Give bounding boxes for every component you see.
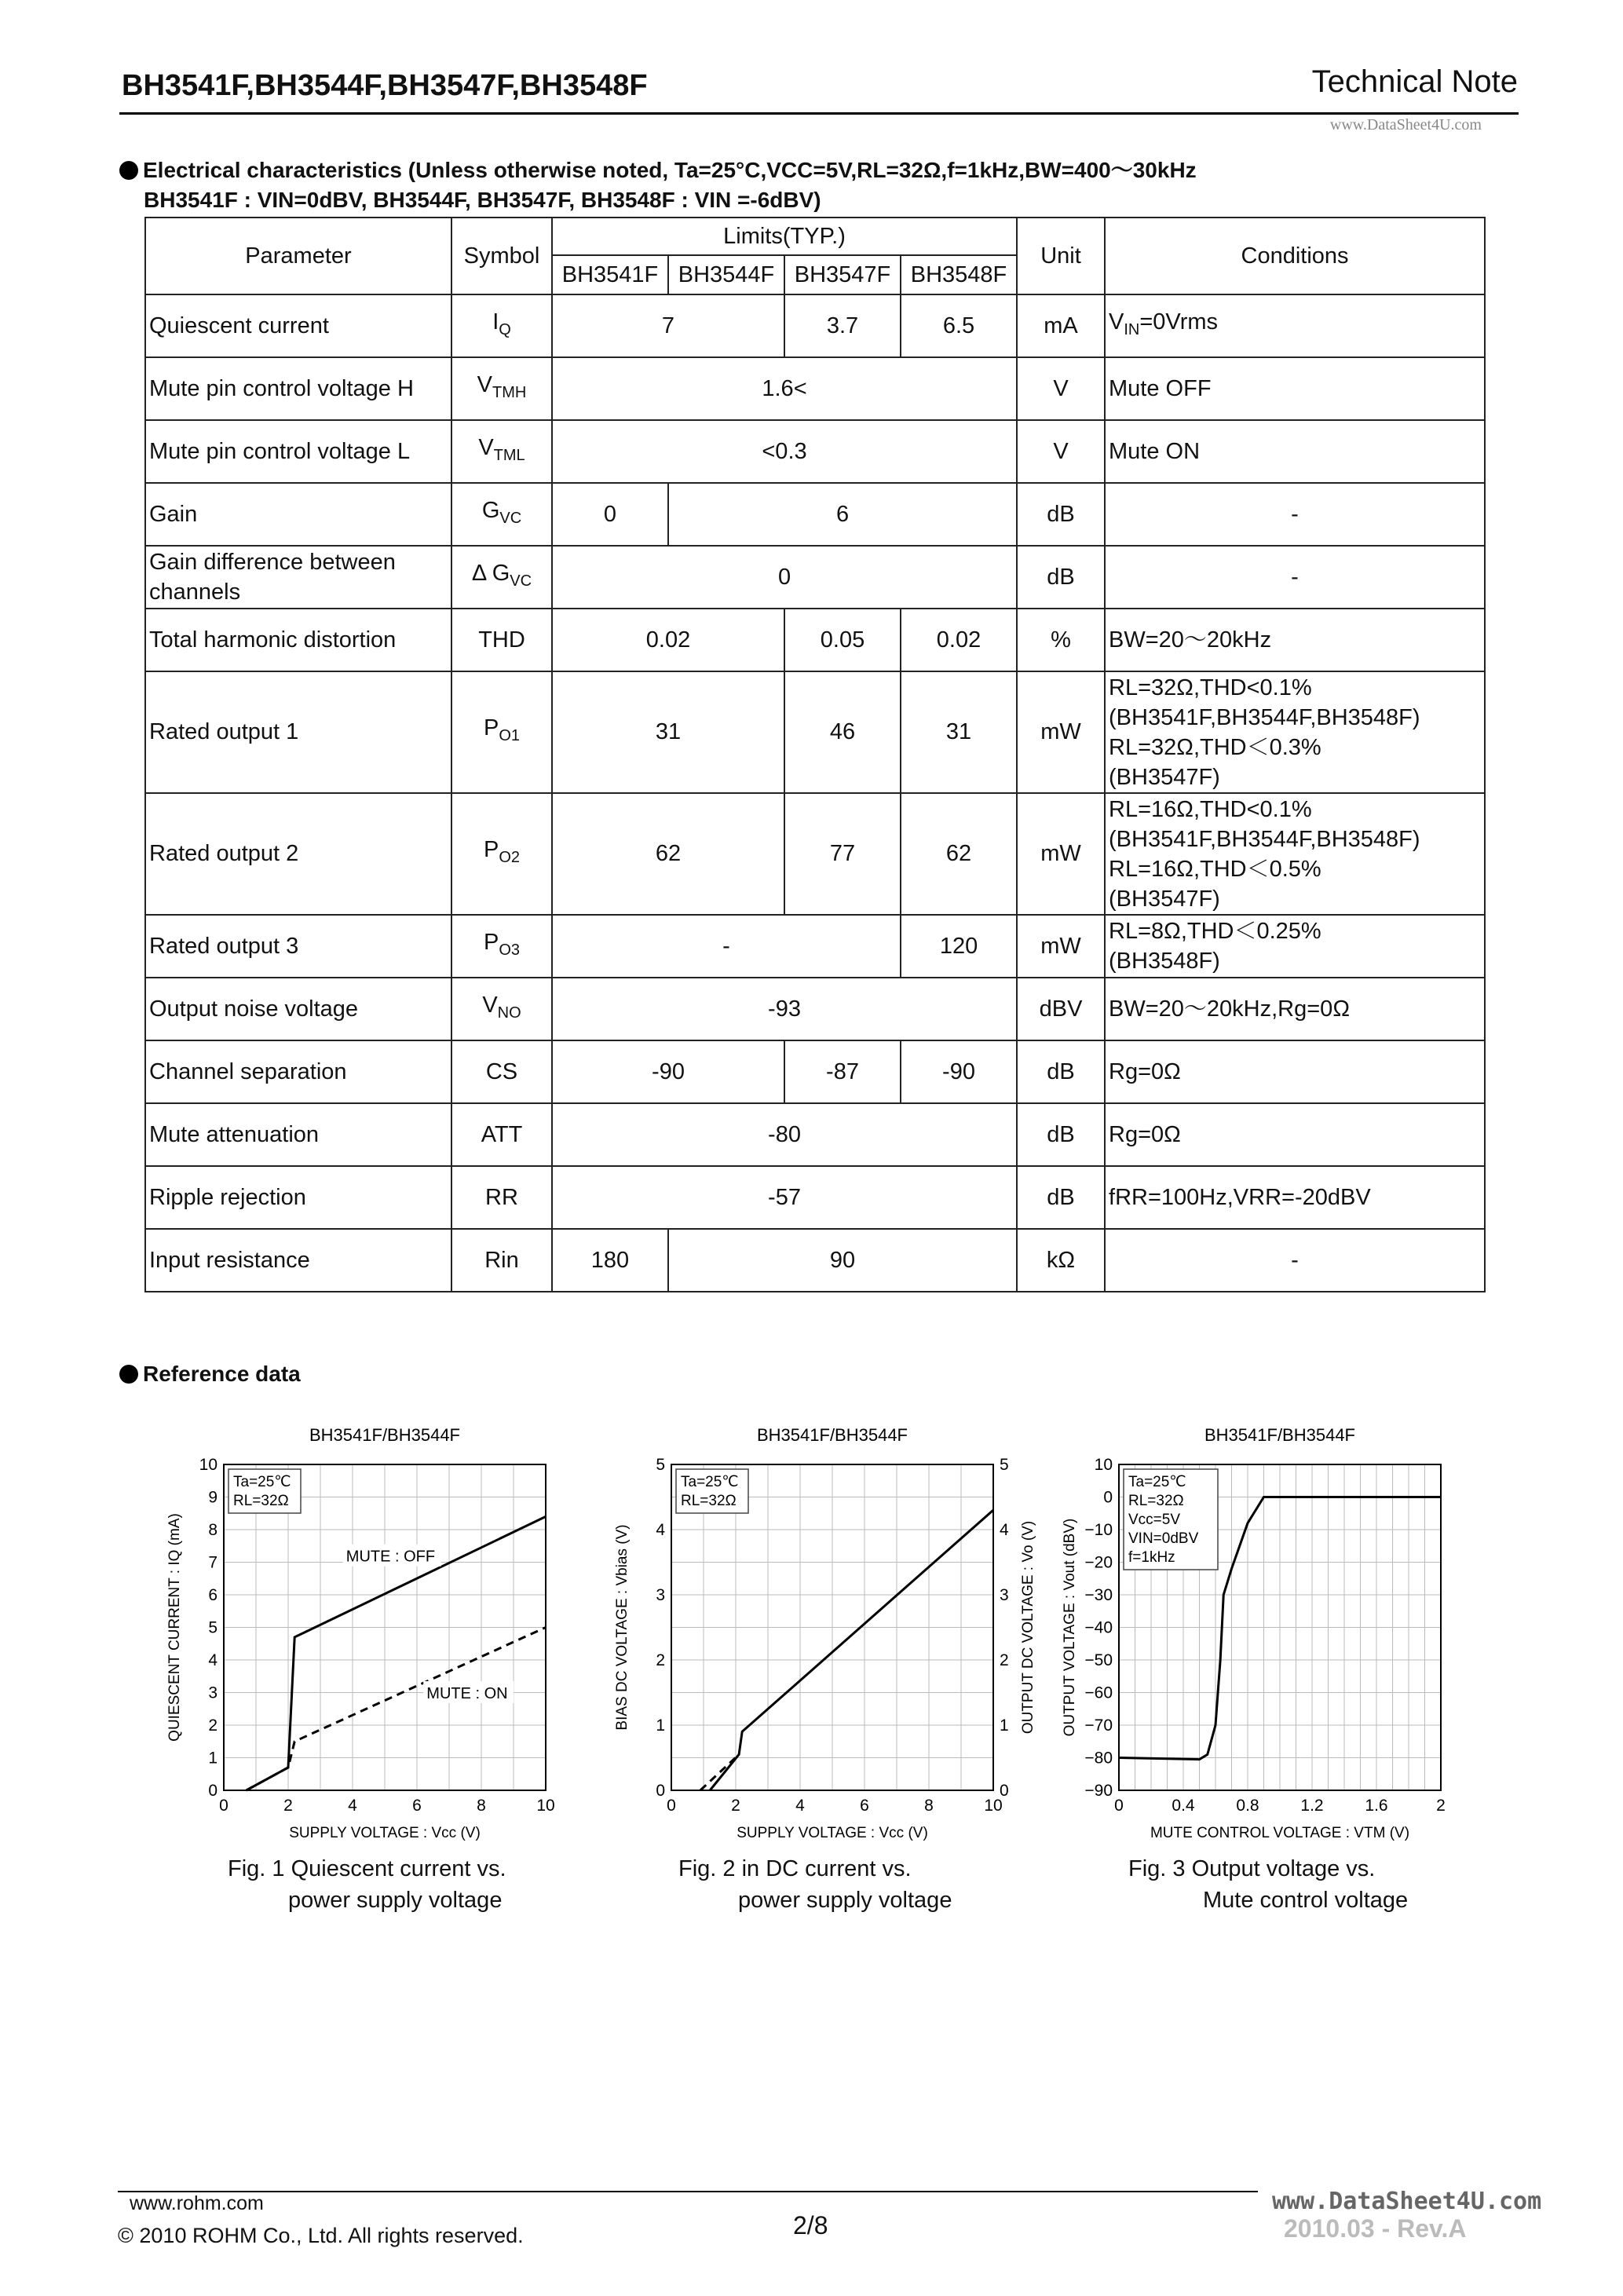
- table-row: [145, 1040, 1485, 1103]
- condition-cell: Mute OFF: [1105, 357, 1485, 420]
- table-row: [145, 978, 1485, 1040]
- y-tick-label: 6: [208, 1586, 217, 1604]
- footer-url[interactable]: www.rohm.com: [130, 2192, 264, 2214]
- x-axis-label: SUPPLY VOLTAGE : Vcc (V): [289, 1825, 481, 1841]
- conditions-text: Vcc=5V: [1128, 1512, 1181, 1528]
- y-tick-label: −10: [1084, 1521, 1113, 1539]
- y-tick-label: 3: [656, 1586, 665, 1604]
- symbol-cell: Δ $G_{VC}$: [451, 546, 552, 609]
- table-row: [145, 483, 1485, 546]
- electrical-characteristics-table: [144, 217, 1486, 1292]
- y-tick-label: 1: [656, 1717, 665, 1735]
- value-cell: 0.02: [901, 609, 1017, 671]
- condition-cell: BW=20～20kHz: [1105, 609, 1485, 671]
- table-row: [145, 294, 1485, 357]
- symbol-cell: ATT: [451, 1103, 552, 1166]
- y-tick-label: 0: [208, 1782, 217, 1800]
- param-cell: Total harmonic distortion: [145, 609, 451, 671]
- x-tick-label: 8: [477, 1797, 486, 1815]
- param-cell: Output noise voltage: [145, 978, 451, 1040]
- y-tick-label: −20: [1084, 1553, 1113, 1572]
- unit-cell: mW: [1017, 915, 1105, 978]
- chart-title: BH3541F/BH3544F: [1204, 1425, 1355, 1445]
- table-row: [145, 546, 1485, 609]
- chart-fig2: [605, 1425, 1036, 1869]
- unit-cell: mW: [1017, 671, 1105, 793]
- conditions-text: Ta=25℃: [233, 1474, 291, 1490]
- value-cell: 180: [552, 1229, 668, 1292]
- fig3-caption-line1: Fig. 3 Output voltage vs.: [1128, 1856, 1376, 1881]
- table-row: [145, 915, 1485, 978]
- condition-cell: fRR=100Hz,VRR=-20dBV: [1105, 1166, 1485, 1229]
- value-cell: 31: [552, 671, 784, 793]
- param-cell: Gain difference between channels: [145, 546, 451, 609]
- series-line: [700, 1754, 739, 1790]
- symbol-cell: Rin: [451, 1229, 552, 1292]
- unit-cell: dB: [1017, 546, 1105, 609]
- symbol-cell: $V_{TMH}$: [451, 357, 552, 420]
- document-type: Technical Note: [1311, 64, 1518, 99]
- annotation-label: MUTE : ON: [426, 1684, 508, 1702]
- bullet-icon: [119, 1365, 138, 1384]
- col-parameter: Parameter: [145, 218, 451, 294]
- y2-tick-label: 4: [1000, 1521, 1009, 1539]
- value-cell: 0: [552, 483, 668, 546]
- symbol-cell: RR: [451, 1166, 552, 1229]
- header-divider: [119, 112, 1519, 115]
- col-limits: Limits(TYP.): [552, 218, 1017, 255]
- symbol-cell: $P_{O1}$: [451, 671, 552, 793]
- value-cell: 31: [901, 671, 1017, 793]
- page-number: 2/8: [793, 2211, 828, 2239]
- condition-cell: BW=20～20kHz,Rg=0Ω: [1105, 978, 1485, 1040]
- y-tick-label: −70: [1084, 1717, 1113, 1735]
- y2-axis-label: OUTPUT DC VOLTAGE : Vo (V): [1020, 1520, 1036, 1735]
- annotation-label: MUTE : OFF: [345, 1548, 436, 1566]
- condition-cell: -: [1105, 546, 1485, 609]
- ec-heading: [119, 155, 1197, 186]
- y-axis-label: BIAS DC VOLTAGE : Vbias (V): [614, 1524, 631, 1731]
- condition-cell: Rg=0Ω: [1105, 1103, 1485, 1166]
- y-tick-label: −90: [1084, 1782, 1113, 1800]
- symbol-cell: CS: [451, 1040, 552, 1103]
- model-header: BH3547F: [784, 255, 901, 294]
- condition-cell: -: [1105, 483, 1485, 546]
- x-tick-label: 0.4: [1172, 1797, 1195, 1815]
- fig2-caption-line2: power supply voltage: [738, 1888, 952, 1913]
- value-cell: -80: [552, 1103, 1017, 1166]
- value-cell: 62: [552, 793, 784, 915]
- unit-cell: dB: [1017, 1040, 1105, 1103]
- y-axis-label: OUTPUT VOLTAGE : Vout (dBV): [1062, 1518, 1078, 1737]
- value-cell: 0.02: [552, 609, 784, 671]
- value-cell: 90: [668, 1229, 1017, 1292]
- unit-cell: kΩ: [1017, 1229, 1105, 1292]
- fig3-caption-line2: Mute control voltage: [1203, 1888, 1409, 1913]
- x-tick-label: 2: [731, 1797, 740, 1815]
- value-cell: 0.05: [784, 609, 901, 671]
- y-tick-label: −80: [1084, 1749, 1113, 1768]
- param-cell: Rated output 3: [145, 915, 451, 978]
- param-cell: Channel separation: [145, 1040, 451, 1103]
- value-cell: 1.6<: [552, 357, 1017, 420]
- param-cell: Ripple rejection: [145, 1166, 451, 1229]
- param-cell: Rated output 1: [145, 671, 451, 793]
- param-cell: Rated output 2: [145, 793, 451, 915]
- value-cell: 62: [901, 793, 1017, 915]
- footer-divider: [118, 2191, 1258, 2192]
- symbol-cell: THD: [451, 609, 552, 671]
- condition-cell: Rg=0Ω: [1105, 1040, 1485, 1103]
- param-cell: Input resistance: [145, 1229, 451, 1292]
- y-axis-label: QUIESCENT CURRENT : IQ (mA): [166, 1513, 183, 1742]
- y-tick-label: 4: [656, 1521, 665, 1539]
- col-symbol: Symbol: [451, 218, 552, 294]
- condition-cell: RL=16Ω,THD<0.1% (BH3541F,BH3544F,BH3548F) RL=16Ω,THD＜0.5% (BH3547F): [1105, 793, 1485, 915]
- y-tick-label: 9: [208, 1488, 217, 1507]
- model-header: BH3548F: [901, 255, 1017, 294]
- value-cell: -57: [552, 1166, 1017, 1229]
- table-row: [145, 1103, 1485, 1166]
- table-row: [145, 420, 1485, 483]
- value-cell: -87: [784, 1040, 901, 1103]
- chart-title: BH3541F/BH3544F: [757, 1425, 908, 1445]
- conditions-text: Ta=25℃: [681, 1474, 739, 1490]
- chart-fig2-svg: [605, 1425, 1036, 1865]
- y2-tick-label: 5: [1000, 1456, 1009, 1474]
- condition-cell: -: [1105, 1229, 1485, 1292]
- x-tick-label: 6: [860, 1797, 869, 1815]
- table-row: [145, 793, 1485, 915]
- y-tick-label: 10: [1094, 1456, 1113, 1474]
- param-cell: Gain: [145, 483, 451, 546]
- x-axis-label: SUPPLY VOLTAGE : Vcc (V): [737, 1825, 928, 1841]
- y-tick-label: −30: [1084, 1586, 1113, 1604]
- y-tick-label: 1: [208, 1749, 217, 1768]
- chart-fig1: [157, 1425, 581, 1869]
- unit-cell: V: [1017, 357, 1105, 420]
- y2-tick-label: 2: [1000, 1651, 1009, 1669]
- unit-cell: dB: [1017, 1166, 1105, 1229]
- chart-title: BH3541F/BH3544F: [309, 1425, 460, 1445]
- param-cell: Mute attenuation: [145, 1103, 451, 1166]
- value-cell: 7: [552, 294, 784, 357]
- unit-cell: mW: [1017, 793, 1105, 915]
- x-tick-label: 0: [219, 1797, 228, 1815]
- value-cell: -: [552, 915, 901, 978]
- conditions-text: VIN=0dBV: [1128, 1530, 1199, 1547]
- chart-fig1-svg: [157, 1425, 581, 1865]
- x-tick-label: 10: [536, 1797, 555, 1815]
- chart-fig3: [1052, 1425, 1476, 1869]
- param-cell: Mute pin control voltage H: [145, 357, 451, 420]
- conditions-text: f=1kHz: [1128, 1549, 1175, 1566]
- symbol-cell: $G_{VC}$: [451, 483, 552, 546]
- x-tick-label: 0.8: [1236, 1797, 1259, 1815]
- value-cell: -90: [552, 1040, 784, 1103]
- value-cell: 46: [784, 671, 901, 793]
- y-tick-label: 5: [208, 1618, 217, 1637]
- y2-tick-label: 1: [1000, 1717, 1009, 1735]
- value-cell: -90: [901, 1040, 1017, 1103]
- value-cell: 77: [784, 793, 901, 915]
- ref-heading-text: Reference data: [143, 1362, 301, 1386]
- y-tick-label: 4: [208, 1651, 217, 1669]
- symbol-cell: $P_{O2}$: [451, 793, 552, 915]
- y-tick-label: 10: [199, 1456, 217, 1474]
- y-tick-label: 2: [208, 1717, 217, 1735]
- x-tick-label: 4: [348, 1797, 357, 1815]
- table-row: [145, 357, 1485, 420]
- y2-tick-label: 3: [1000, 1586, 1009, 1604]
- x-tick-label: 1.2: [1300, 1797, 1324, 1815]
- x-tick-label: 8: [924, 1797, 934, 1815]
- y-tick-label: −60: [1084, 1684, 1113, 1702]
- unit-cell: dB: [1017, 483, 1105, 546]
- value-cell: 0: [552, 546, 1017, 609]
- y-tick-label: 5: [656, 1456, 665, 1474]
- x-tick-label: 2: [1436, 1797, 1446, 1815]
- footer-copyright: © 2010 ROHM Co., Ltd. All rights reserved.: [118, 2224, 524, 2247]
- conditions-text: RL=32Ω: [681, 1493, 737, 1509]
- fig1-caption-line2: power supply voltage: [288, 1888, 503, 1913]
- table-row: [145, 1166, 1485, 1229]
- ref-heading: [119, 1358, 301, 1390]
- param-cell: Mute pin control voltage L: [145, 420, 451, 483]
- table-row: [145, 1229, 1485, 1292]
- symbol-cell: $P_{O3}$: [451, 915, 552, 978]
- condition-cell: $V_{IN}=0Vrms$: [1105, 294, 1485, 357]
- header-watermark: www.DataSheet4U.com: [1329, 116, 1482, 133]
- conditions-text: RL=32Ω: [233, 1493, 289, 1509]
- col-unit: Unit: [1017, 218, 1105, 294]
- document-title: BH3541F,BH3544F,BH3547F,BH3548F: [122, 69, 648, 102]
- x-axis-label: MUTE CONTROL VOLTAGE : VTM (V): [1150, 1825, 1410, 1841]
- table-row: [145, 671, 1485, 793]
- table-row: [145, 609, 1485, 671]
- symbol-cell: $V_{TML}$: [451, 420, 552, 483]
- ec-subheading: BH3541F : VIN=0dBV, BH3544F, BH3547F, BH3548F : VIN =-6dBV): [144, 188, 821, 212]
- bullet-icon: [119, 161, 138, 180]
- x-tick-label: 0: [1114, 1797, 1124, 1815]
- ec-heading-text: Electrical characteristics (Unless otherwise noted, Ta=25°C,VCC=5V,RL=32Ω,f=1kHz,BW=400～30kHz: [143, 158, 1197, 182]
- y-tick-label: 2: [656, 1651, 665, 1669]
- value-cell: 6: [668, 483, 1017, 546]
- y-tick-label: 3: [208, 1684, 217, 1702]
- unit-cell: dB: [1017, 1103, 1105, 1166]
- unit-cell: V: [1017, 420, 1105, 483]
- y2-tick-label: 0: [1000, 1782, 1009, 1800]
- footer-watermark: www.DataSheet4U.com: [1272, 2188, 1542, 2215]
- conditions-text: RL=32Ω: [1128, 1493, 1184, 1509]
- value-cell: -93: [552, 978, 1017, 1040]
- y-tick-label: −40: [1084, 1618, 1113, 1637]
- fig1-caption-line1: Fig. 1 Quiescent current vs.: [228, 1856, 506, 1881]
- y-tick-label: 7: [208, 1553, 217, 1572]
- col-conditions: Conditions: [1105, 218, 1485, 294]
- x-tick-label: 2: [283, 1797, 293, 1815]
- x-tick-label: 4: [795, 1797, 805, 1815]
- chart-fig3-svg: [1052, 1425, 1476, 1865]
- unit-cell: %: [1017, 609, 1105, 671]
- conditions-text: Ta=25℃: [1128, 1474, 1186, 1490]
- x-tick-label: 1.6: [1365, 1797, 1388, 1815]
- value-cell: <0.3: [552, 420, 1017, 483]
- y-tick-label: 0: [656, 1782, 665, 1800]
- symbol-cell: $V_{NO}$: [451, 978, 552, 1040]
- condition-cell: RL=32Ω,THD<0.1% (BH3541F,BH3544F,BH3548F) RL=32Ω,THD＜0.3% (BH3547F): [1105, 671, 1485, 793]
- revision-label: 2010.03 - Rev.A: [1284, 2214, 1467, 2243]
- model-header: BH3541F: [552, 255, 668, 294]
- condition-cell: Mute ON: [1105, 420, 1485, 483]
- param-cell: Quiescent current: [145, 294, 451, 357]
- symbol-cell: $I_Q$: [451, 294, 552, 357]
- condition-cell: RL=8Ω,THD＜0.25% (BH3548F): [1105, 915, 1485, 978]
- y-tick-label: 8: [208, 1521, 217, 1539]
- table-header-row: [145, 218, 1485, 255]
- x-tick-label: 6: [412, 1797, 422, 1815]
- model-header: BH3544F: [668, 255, 784, 294]
- unit-cell: mA: [1017, 294, 1105, 357]
- value-cell: 6.5: [901, 294, 1017, 357]
- unit-cell: dBV: [1017, 978, 1105, 1040]
- y-tick-label: 0: [1103, 1488, 1113, 1507]
- fig2-caption-line1: Fig. 2 in DC current vs.: [678, 1856, 912, 1881]
- value-cell: 3.7: [784, 294, 901, 357]
- x-tick-label: 0: [667, 1797, 676, 1815]
- series-line: [710, 1510, 993, 1790]
- x-tick-label: 10: [984, 1797, 1003, 1815]
- value-cell: 120: [901, 915, 1017, 978]
- y-tick-label: −50: [1084, 1651, 1113, 1669]
